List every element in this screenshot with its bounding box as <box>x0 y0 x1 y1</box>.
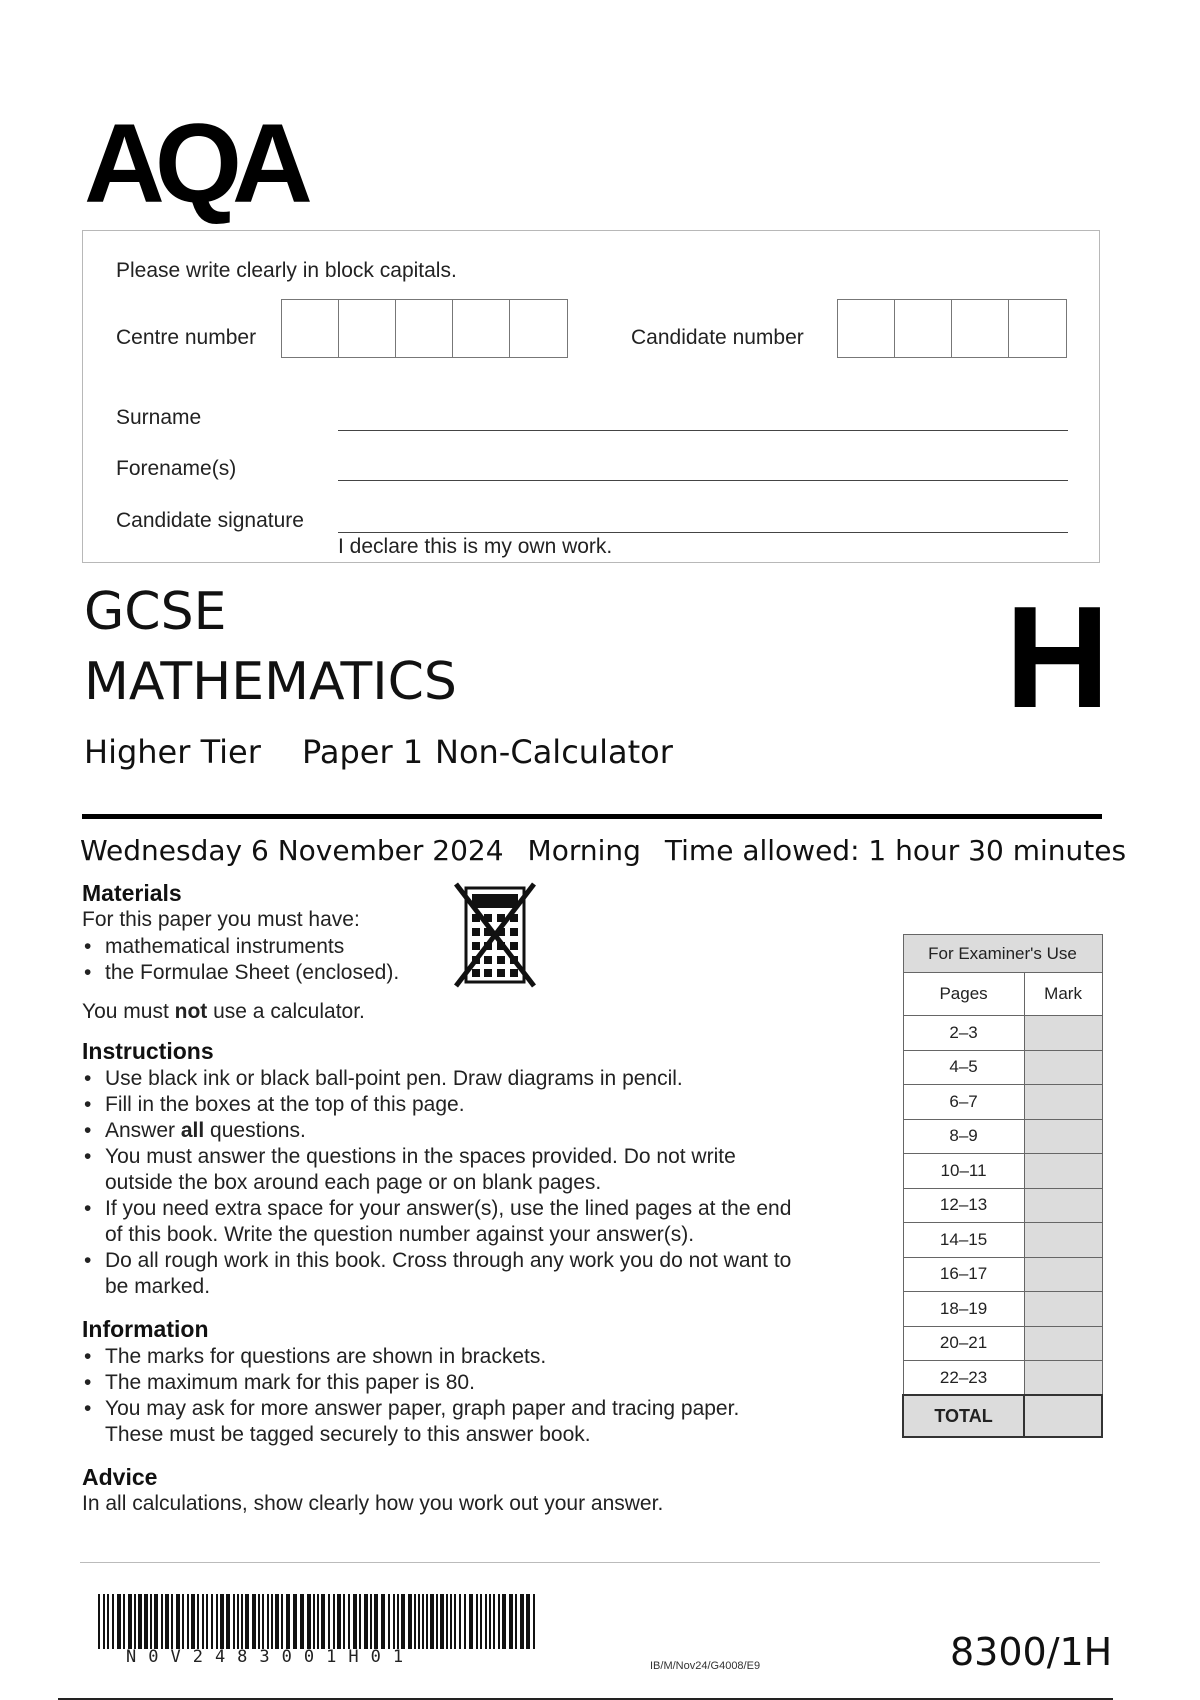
instruction-3-post: questions. <box>204 1119 306 1142</box>
list-item: • mathematical instruments <box>82 934 399 960</box>
instruction-4-line-1: You must answer the questions in the spaces provided. Do not write <box>105 1145 736 1168</box>
qualification-title: GCSE <box>84 582 227 642</box>
paper-code: 8300/1H <box>950 1630 1113 1674</box>
mark-cell <box>1024 1223 1102 1258</box>
total-mark-cell <box>1024 1395 1102 1437</box>
tier-label: Higher Tier <box>84 733 261 771</box>
table-row <box>903 1016 1102 1051</box>
pages-cell: 4–5 <box>903 1050 1024 1085</box>
paper-reference: IB/M/Nov24/G4008/E9 <box>650 1660 761 1672</box>
candidate-details-box <box>82 230 1100 563</box>
candidate-number-digit-box[interactable] <box>895 300 952 357</box>
forenames-label: Forename(s) <box>116 457 237 480</box>
exam-date-line <box>80 834 1126 867</box>
candidate-number-digit-box[interactable] <box>1009 300 1066 357</box>
materials-list <box>82 934 399 986</box>
block-capitals-instruction: Please write clearly in block capitals. <box>116 259 457 282</box>
exam-session: Morning <box>527 834 641 867</box>
instruction-3-pre: Answer <box>105 1119 181 1142</box>
list-item <box>82 1248 791 1300</box>
time-allowed: Time allowed: 1 hour 30 minutes <box>664 834 1127 867</box>
pages-cell: 6–7 <box>903 1085 1024 1120</box>
aqa-logo: AQA <box>84 101 303 226</box>
centre-number-label: Centre number <box>116 326 257 349</box>
total-row <box>903 1395 1102 1437</box>
instruction-6-line-2: be marked. <box>105 1275 211 1298</box>
instruction-5-line-2: of this book. Write the question number against your answer(s). <box>105 1223 695 1246</box>
candidate-number-digit-box[interactable] <box>838 300 895 357</box>
instruction-5-line-1: If you need extra space for your answer(s), use the lined pages at the end <box>105 1197 792 1220</box>
mark-cell <box>1024 1050 1102 1085</box>
materials-heading: Materials <box>82 880 182 906</box>
calculator-note <box>82 1000 365 1024</box>
calculator-note-post: use a calculator. <box>207 1000 365 1023</box>
list-item: • the Formulae Sheet (enclosed). <box>82 960 399 986</box>
forenames-line[interactable] <box>338 480 1068 481</box>
list-item: • The maximum mark for this paper is 80. <box>82 1370 739 1396</box>
mark-cell <box>1024 1154 1102 1189</box>
pages-cell: 22–23 <box>903 1361 1024 1396</box>
information-heading: Information <box>82 1316 209 1342</box>
mark-cell <box>1024 1188 1102 1223</box>
calculator-note-bold: not <box>174 1000 208 1023</box>
tier-letter: H <box>1005 576 1110 738</box>
pages-cell: 16–17 <box>903 1257 1024 1292</box>
pages-cell: 14–15 <box>903 1223 1024 1258</box>
instructions-heading: Instructions <box>82 1038 214 1064</box>
calculator-note-pre: You must <box>82 1000 175 1023</box>
table-row <box>903 1223 1102 1258</box>
centre-number-digit-box[interactable] <box>453 300 510 357</box>
table-row <box>903 1050 1102 1085</box>
mark-cell <box>1024 1016 1102 1051</box>
paper-type-label: Non-Calculator <box>435 733 673 771</box>
exam-date: Wednesday 6 November 2024 <box>80 834 504 867</box>
advice-text: In all calculations, show clearly how you work out your answer. <box>82 1492 664 1515</box>
list-item <box>82 1118 791 1144</box>
examiner-table-title: For Examiner's Use <box>903 935 1102 973</box>
list-item <box>82 1396 739 1448</box>
pages-cell: 8–9 <box>903 1119 1024 1154</box>
mark-cell <box>1024 1085 1102 1120</box>
no-calculator-icon <box>452 880 538 990</box>
table-row <box>903 1292 1102 1327</box>
signature-line[interactable] <box>338 532 1068 533</box>
table-row <box>903 1361 1102 1396</box>
materials-intro: For this paper you must have: <box>82 908 360 931</box>
mark-cell <box>1024 1361 1102 1396</box>
mark-cell <box>1024 1119 1102 1154</box>
information-3-line-1: You may ask for more answer paper, graph paper and tracing paper. <box>105 1397 740 1420</box>
list-item: • Use black ink or black ball-point pen. Draw diagrams in pencil. <box>82 1066 791 1092</box>
pages-cell: 2–3 <box>903 1016 1024 1051</box>
candidate-number-boxes[interactable] <box>837 299 1067 358</box>
list-item: • The marks for questions are shown in brackets. <box>82 1344 739 1370</box>
pages-cell: 10–11 <box>903 1154 1024 1189</box>
centre-number-digit-box[interactable] <box>282 300 339 357</box>
pages-cell: 12–13 <box>903 1188 1024 1223</box>
centre-number-digit-box[interactable] <box>396 300 453 357</box>
header-divider <box>82 814 1102 819</box>
table-row <box>903 1326 1102 1361</box>
list-item: • Fill in the boxes at the top of this page. <box>82 1092 791 1118</box>
information-3-line-2: These must be tagged securely to this answer book. <box>105 1423 591 1446</box>
paper-label: Paper 1 <box>302 733 424 771</box>
surname-label: Surname <box>116 406 202 429</box>
candidate-number-label: Candidate number <box>631 326 804 349</box>
table-row <box>903 1188 1102 1223</box>
table-row <box>903 1154 1102 1189</box>
centre-number-boxes[interactable] <box>281 299 568 358</box>
instruction-6-line-1: Do all rough work in this book. Cross through any work you do not want to <box>105 1249 792 1272</box>
total-label: TOTAL <box>903 1395 1024 1437</box>
instruction-4-line-2: outside the box around each page or on blank pages. <box>105 1171 602 1194</box>
centre-number-digit-box[interactable] <box>510 300 567 357</box>
pages-cell: 18–19 <box>903 1292 1024 1327</box>
pages-column-header: Pages <box>903 973 1024 1016</box>
table-row <box>903 1085 1102 1120</box>
declaration-text: I declare this is my own work. <box>338 535 613 558</box>
list-item <box>82 1196 791 1248</box>
barcode-number: N0V2483001H01 <box>126 1647 416 1667</box>
table-row <box>903 1257 1102 1292</box>
footer-divider <box>80 1562 1100 1563</box>
signature-label: Candidate signature <box>116 509 304 532</box>
instructions-list <box>82 1066 791 1300</box>
instruction-3-bold: all <box>180 1119 205 1142</box>
mark-cell <box>1024 1326 1102 1361</box>
candidate-number-digit-box[interactable] <box>952 300 1009 357</box>
mark-column-header: Mark <box>1024 973 1102 1016</box>
subject-title: MATHEMATICS <box>84 652 457 712</box>
centre-number-digit-box[interactable] <box>339 300 396 357</box>
information-list <box>82 1344 739 1448</box>
advice-heading: Advice <box>82 1464 158 1490</box>
mark-cell <box>1024 1257 1102 1292</box>
mark-cell <box>1024 1292 1102 1327</box>
examiner-use-table <box>902 934 1103 1438</box>
pages-cell: 20–21 <box>903 1326 1024 1361</box>
list-item <box>82 1144 791 1196</box>
surname-line[interactable] <box>338 430 1068 431</box>
table-row <box>903 1119 1102 1154</box>
barcode <box>98 1594 536 1649</box>
